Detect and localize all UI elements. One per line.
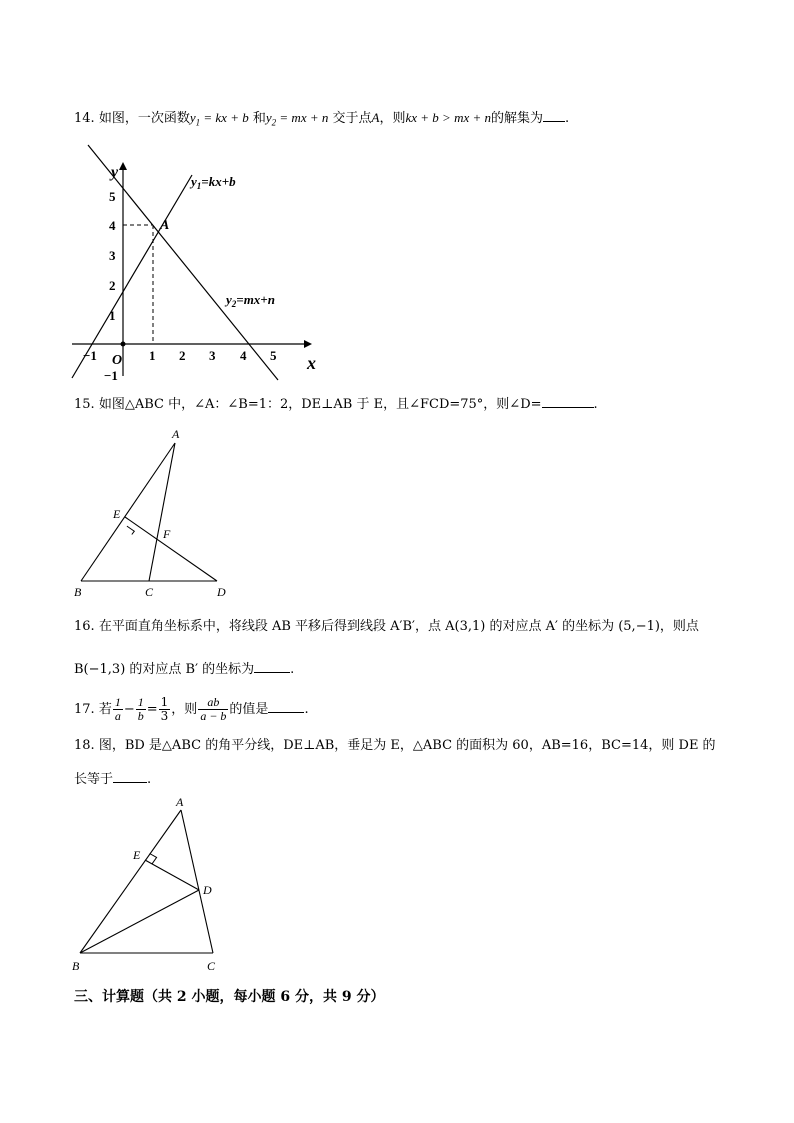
- point-a-label: A: [160, 218, 170, 233]
- segment-bd: [80, 890, 199, 953]
- q18-text: 长等于: [74, 772, 114, 787]
- vertex-d-label: D: [203, 883, 212, 897]
- q14-inequality: kx + b > mx + n: [405, 110, 491, 125]
- question-16-stem-line2: [74, 660, 294, 679]
- x-axis-label: x: [307, 353, 316, 373]
- period: .: [304, 702, 309, 717]
- fraction-1-over-b: $\frac{1}{b}$: [137, 695, 144, 723]
- y-tick-label: 3: [109, 248, 116, 263]
- answer-blank[interactable]: [543, 109, 565, 122]
- question-16-stem-line1: [74, 618, 699, 636]
- fraction-ab-over-a-minus-b: $\frac{ab}{a - b}$: [200, 695, 227, 723]
- question-18-stem-line1: [74, 737, 716, 755]
- y-tick-label: 2: [109, 278, 116, 293]
- line-y1-label: $y_1=kx+b$: [191, 174, 236, 191]
- period: .: [147, 772, 152, 787]
- y-tick-label: −1: [104, 368, 118, 383]
- q17-text: 若: [98, 702, 112, 717]
- segment-ba: [81, 443, 175, 581]
- answer-blank[interactable]: [268, 700, 304, 713]
- section-3-heading: 三、计算题（共 2 小题，每小题 6 分，共 9 分）: [74, 989, 385, 1005]
- q17-text: 的值是: [229, 702, 269, 717]
- vertex-e-label: E: [133, 848, 141, 862]
- question-15-stem: [74, 395, 598, 414]
- y-tick-label: 4: [109, 218, 116, 233]
- line-y2-label: $y_2=mx+n$: [226, 292, 275, 309]
- question-14-stem: [74, 109, 569, 132]
- vertex-c-label: C: [145, 585, 154, 599]
- y2-symbol: $y_2$: [265, 110, 277, 128]
- x-tick-label: 1: [149, 348, 156, 363]
- fraction-1-over-a: $\frac{1}{a}$: [114, 695, 121, 723]
- segment-ba: [80, 810, 181, 953]
- x-axis-arrow: [304, 340, 312, 348]
- q17-text: ，则: [171, 702, 198, 717]
- minus-sign: −: [123, 702, 135, 717]
- figure-14-graph: [60, 140, 350, 385]
- answer-blank[interactable]: [542, 395, 594, 408]
- q14-text: 和: [252, 111, 266, 126]
- vertex-b-label: B: [72, 959, 80, 973]
- x-tick-label: 2: [179, 348, 186, 363]
- q14-point-a: A: [371, 110, 380, 125]
- question-number: 17.: [74, 702, 95, 717]
- question-number: 14.: [74, 111, 95, 126]
- q18-text: 图，BD 是△ABC 的角平分线，DE⊥AB，垂足为 E，△ABC 的面积为 60，AB=16，BC=14，则 DE 的: [98, 738, 716, 753]
- right-angle-mark: [127, 526, 134, 534]
- q14-eq1: = kx + b: [200, 110, 249, 125]
- period: .: [290, 662, 295, 677]
- equals-sign: =: [146, 702, 158, 717]
- origin-dot: [121, 342, 126, 347]
- q15-text: 如图△ABC 中，∠A：∠B=1：2，DE⊥AB 于 E，且∠FCD=75°，则∠D=: [98, 397, 542, 412]
- question-17-stem: [74, 693, 309, 727]
- y-tick-label: 1: [109, 308, 116, 323]
- y-axis-label: y: [111, 164, 119, 181]
- y1-symbol: $y_1$: [189, 110, 201, 128]
- y-tick-label: 5: [109, 189, 116, 204]
- x-tick-label: 4: [240, 348, 247, 363]
- q16-text: 在平面直角坐标系中，将线段 AB 平移后得到线段 A′B′，点 A(3,1) 的对应点 A′ 的坐标为 (5,−1)，则点: [98, 619, 699, 634]
- origin-label: O: [112, 353, 123, 368]
- answer-blank[interactable]: [113, 770, 147, 783]
- question-18-stem-line2: [74, 770, 151, 789]
- question-number: 18.: [74, 738, 95, 753]
- period: .: [565, 111, 570, 126]
- vertex-d-label: D: [217, 585, 226, 599]
- vertex-a-label: A: [172, 427, 180, 441]
- vertex-c-label: C: [207, 959, 216, 973]
- vertex-e-label: E: [113, 507, 121, 521]
- figure-18-triangle: [65, 793, 235, 978]
- q14-eq2: = mx + n: [276, 110, 329, 125]
- x-tick-label: −1: [83, 348, 97, 363]
- answer-blank[interactable]: [254, 660, 290, 673]
- period: .: [593, 397, 598, 412]
- q16-text: B(−1,3) 的对应点 B′ 的坐标为: [74, 662, 255, 677]
- question-number: 16.: [74, 619, 95, 634]
- right-angle-mark: [150, 854, 157, 864]
- y-axis-arrow: [119, 162, 127, 170]
- q14-text: ，则: [379, 111, 406, 126]
- question-number: 15.: [74, 397, 95, 412]
- segment-ac: [181, 810, 213, 953]
- segment-ac: [149, 443, 175, 581]
- figure-15-triangle: [65, 422, 245, 604]
- fraction-1-over-3: $\frac{1}{3}$: [160, 695, 169, 723]
- x-tick-label: 5: [270, 348, 277, 363]
- segment-de: [145, 860, 199, 890]
- vertex-a-label: A: [176, 795, 184, 809]
- x-tick-label: 3: [209, 348, 216, 363]
- q14-text: 的解集为: [491, 111, 544, 126]
- q14-text: 交于点: [332, 111, 372, 126]
- segment-ed: [125, 517, 217, 581]
- vertex-f-label: F: [163, 527, 171, 541]
- q14-text: 如图，一次函数: [98, 111, 190, 126]
- vertex-b-label: B: [74, 585, 82, 599]
